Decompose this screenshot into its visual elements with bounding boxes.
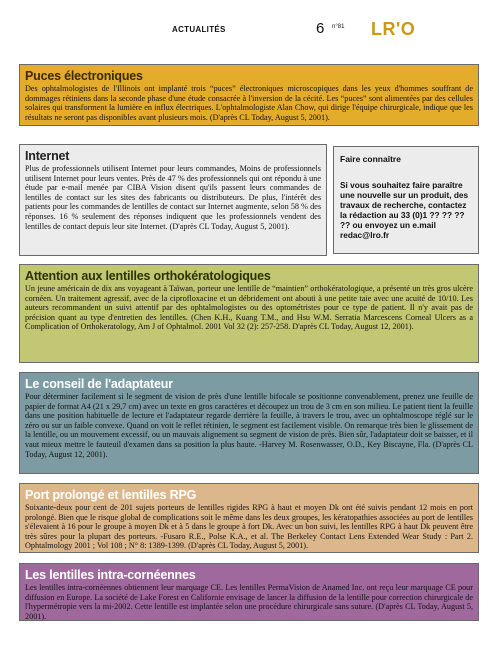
- article-body: Un jeune américain de dix ans voyageant à Taïwan, porteur une lentille de “maintien” orthokératologique, a présenté un très gros ulcère cornéen. Un traitement agressif, avec de la ciprofloxacine et un débridement ont abouti à une petite taie avec une acuité de 10/10. Les auteurs recommandent un suivi attentif par des ophtalmologistes ou des optométristes pour ce type de patient. Il n'y avait pas de précision quant au type d'entretien des lentilles. (Chen K.H., Kuang T.M., and Hsu W.M. Serratia Marcescens Corneal Ulcers as a Complication of Orthokeratology, Am J of Ophtalmol. 2001 Vol 32 (2): 257-258. D'après CL Today, August 12, 2001).: [25, 284, 473, 332]
- contact-title: Faire connaître: [340, 154, 401, 164]
- article-body: Plus de professionnels utilisent Internet pour leurs commandes, Moins de professionnels utilisent Internet pour leurs ventes. Près de 47 % des professionnels qui ont répondu à une étude par e-mail menée par CIBA Vision disent qu'ils passent leurs commandes de lentilles de contact sur les sites des fabricants ou distributeurs. De plus, l'intérêt des patients pour les commandes de lentilles de contact sur Internet augmente, selon 58 % des réponses. 16 % seulement des réponses indiquent que les professionnels vendent des lentilles de contact depuis leur site Internet. (D'après CL Today, August 5, 2001).: [25, 164, 321, 231]
- article-title: Internet: [25, 149, 70, 163]
- article-title: Puces électroniques: [25, 69, 143, 83]
- article-internet: [19, 144, 327, 256]
- section-label: ACTUALITÉS: [172, 25, 226, 34]
- contact-body: Si vous souhaitez faire paraître une nouvelle sur un produit, des travaux de recherche, contactez la rédaction au 33 (0)1 ?? ?? ?? ?? ou envoyez un e.mail redac@lro.fr: [340, 180, 469, 240]
- contact-box: [333, 146, 479, 254]
- article-body: Les lentilles intra-cornéennes obtiennent leur marquage CE. Les lentilles PermaVision de Anamed Inc. ont reçu leur marquage CE pour diffusion en Europe. La société de Lake Forest en Californie envisage de lancer la diffusion de la lentille pour correction chirurgicale de l'hypermétropie vers la mi-2002. Cette lentille est implantée selon une procédure chirurgicale sans suture. (D'après CL Today, August 5, 2001).: [25, 583, 473, 621]
- magazine-logo: LR'O: [371, 19, 416, 39]
- article-puces-electroniques: [19, 64, 479, 126]
- article-port-prolonge: [19, 483, 479, 553]
- article-title: Les lentilles intra-cornéennes: [25, 568, 196, 582]
- article-body: Pour déterminer facilement si le segment de vision de près d'une lentille bifocale se positionne convenablement, prenez une feuille de papier de format A4 (21 x 29,7 cm) avec un texte en gros caractères et découpez un trou de 3 cm en son milieu. Le patient tient la feuille dans une position habituelle de lecture et l'adaptateur regarde derrière la feuille, à travers le trou, avec un ophtalmoscope réglé sur le zéro ou sur un faible convexe. Quand on voit le reflet rétinien, le segment est facilement visible. On remarque très bien le glissement de la lentille, ou un mouvement excessif, ou un mauvais alignement su segment de vision de près. Bien sûr, l'adaptateur doit se baisser, et il vaut mieux mettre le fauteuil d'examen dans sa position la plus haute. -Harvey M. Rosenwasser, O.D., Key Biscayne, Fla. (D'après CL Today, August 12, 2001).: [25, 392, 473, 459]
- article-title: Port prolongé et lentilles RPG: [25, 488, 197, 502]
- issue-number: n°81: [332, 24, 345, 30]
- article-intra-corneennes: [19, 563, 479, 621]
- article-title: Le conseil de l'adaptateur: [25, 377, 173, 391]
- article-body: Soixante-deux pour cent de 201 sujets porteurs de lentilles rigides RPG à haut et moyen Dk ont été suivis pendant 12 mois en port prolongé. Bien que le risque global de complications soit le même dans les deux groupes, les kératopathies associées au port de lentilles s'élevaient à 16 pour le groupe à moyen Dk et à 5 dans le groupe à fort Dk. Avec un bon suivi, les lentilles RPG à haut Dk peuvent être très sûres pour la plupart des porteurs. -Fusaro R.E., Polse K.A., et al. The Berkeley Contact Lens Extended Wear Study : Part 2. Ophtalmology 2001 ; Vol 108 ; N° 8: 1389-1399. (D'après CL Today, August 5, 2001).: [25, 503, 473, 551]
- page-header: [0, 0, 500, 50]
- article-title: Attention aux lentilles orthokératologiques: [25, 269, 271, 283]
- page-number: 6: [316, 20, 325, 37]
- article-body: Des ophtalmologistes de l'Illinois ont implanté trois “puces” électroniques microscopiques dans les yeux d'hommes souffrant de dommages rétiniens dans la seconde phase d'une étude consacrée à l'inversion de la cécité. Les “puces” sont alimentées par des cellules solaires qui transforment la lumière en influx électriques. L'ophtalmologiste Alan Chow, qui dirige l'équipe chirurgicale, indique que les résultats ne seront pas disponibles avant plusieurs mois. (D'après CL Today, August 5, 2001).: [25, 84, 473, 122]
- article-conseil-adaptateur: [19, 372, 479, 474]
- article-orthokeratologie: [19, 264, 479, 363]
